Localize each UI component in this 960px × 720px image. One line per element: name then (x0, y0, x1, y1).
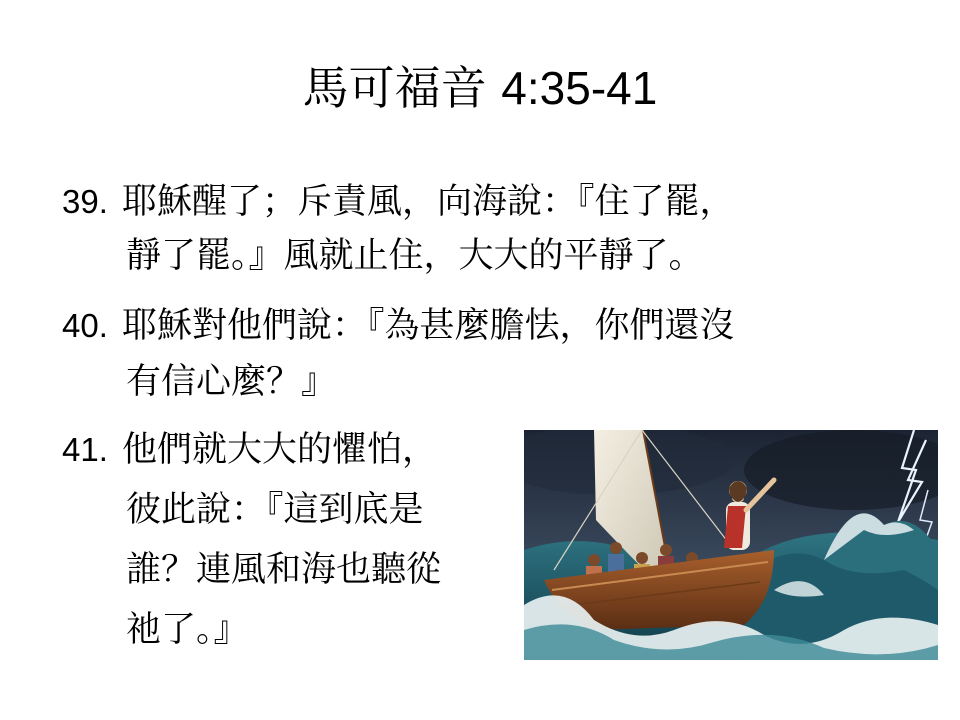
title-book: 馬可福音 (302, 61, 487, 115)
verse-number-41: 41. (62, 431, 108, 468)
verse-40-line-1: 耶穌對他們說：『為甚麼膽怯，你們還沒 (122, 306, 735, 346)
verse-39-line-2: 靜了罷。』風就止住，大大的平靜了。 (126, 236, 704, 276)
storm-boat-painting-icon (524, 430, 938, 660)
verse-41-line-4: 祂了。』 (126, 610, 249, 650)
verse-39-line-1: 耶穌醒了；斥責風，向海說：『住了罷， (122, 182, 735, 222)
title-reference: 4:35-41 (501, 62, 658, 114)
verse-41-line-1: 他們就大大的懼怕， (122, 430, 438, 470)
verse-number-39: 39. (62, 183, 108, 220)
verse-41-line-3: 誰？連風和海也聽從 (126, 550, 442, 590)
slide-title (0, 58, 960, 118)
verse-40-line-2: 有信心麼？』 (126, 362, 337, 402)
verse-number-40: 40. (62, 307, 108, 344)
verse-41-line-2: 彼此說：『這到底是 (126, 490, 424, 530)
